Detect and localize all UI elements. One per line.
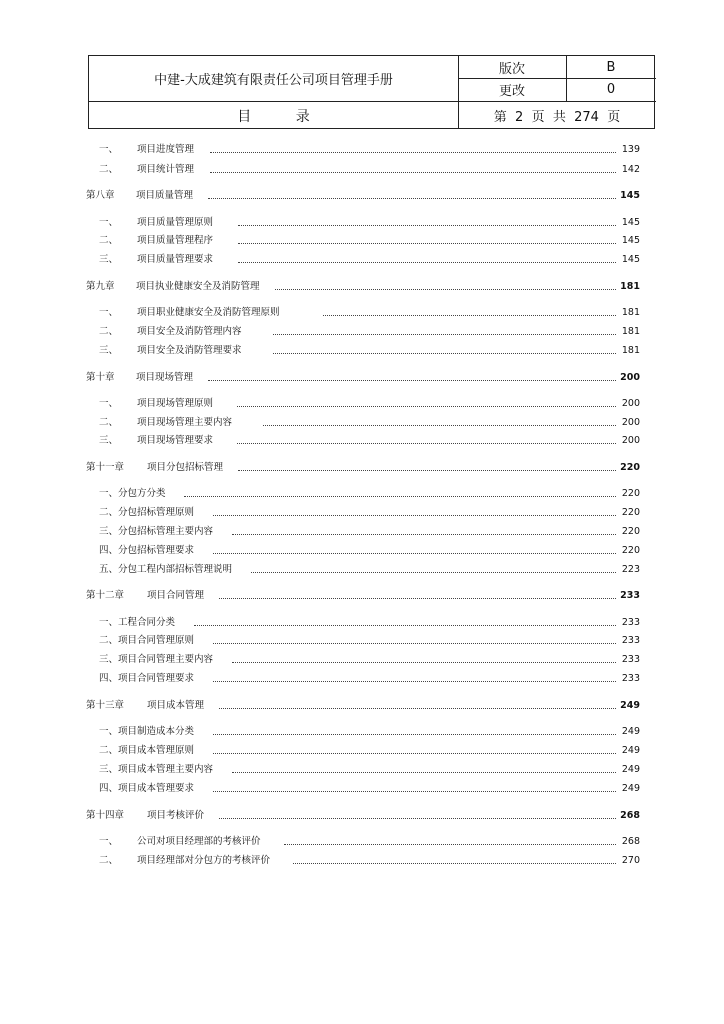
toc-entry-page: 233 <box>621 673 640 684</box>
toc-entry-title: 项目进度管理 <box>137 144 195 155</box>
toc-entry-title: 项目经理部对分包方的考核评价 <box>137 855 271 866</box>
toc-entry-title: 项目现场管理 <box>136 372 194 383</box>
toc-leader-dots <box>219 598 616 599</box>
toc-leader-dots <box>232 534 616 535</box>
toc-entry-title: 项目质量管理程序 <box>137 235 214 246</box>
toc-chapter-entry <box>0 589 724 603</box>
toc-entry-title: 项目制造成本分类 <box>118 726 195 737</box>
toc-section-entry <box>0 216 724 230</box>
toc-entry-title: 项目成本管理原则 <box>118 745 195 756</box>
toc-entry-title: 项目现场管理要求 <box>137 435 214 446</box>
toc-entry-page: 268 <box>620 810 640 821</box>
toc-entry-number: 一、 <box>99 617 119 628</box>
toc-chapter-entry <box>0 809 724 823</box>
toc-section-entry <box>0 782 724 796</box>
toc-entry-title: 项目成本管理主要内容 <box>118 764 214 775</box>
toc-entry-number: 一、 <box>99 836 119 847</box>
toc-leader-dots <box>238 225 616 226</box>
toc-leader-dots <box>219 818 616 819</box>
toc-leader-dots <box>232 662 616 663</box>
toc-entry-title: 项目考核评价 <box>147 810 205 821</box>
toc-entry-page: 145 <box>620 190 640 201</box>
toc-entry-page: 233 <box>621 635 640 646</box>
toc-entry-number: 三、 <box>99 764 119 775</box>
toc-entry-number: 四、 <box>99 545 119 556</box>
toc-entry-page: 139 <box>621 144 640 155</box>
toc-section-entry <box>0 525 724 539</box>
toc-section-entry <box>0 143 724 157</box>
toc-entry-title: 项目质量管理原则 <box>137 217 214 228</box>
toc-entry-page: 145 <box>621 217 640 228</box>
toc-entry-title: 项目职业健康安全及消防管理原则 <box>137 307 280 318</box>
toc-section-entry <box>0 506 724 520</box>
toc-entry-number: 一、 <box>99 307 119 318</box>
toc-entry-page: 249 <box>621 745 640 756</box>
toc-entry-title: 项目合同管理主要内容 <box>118 654 214 665</box>
company-title: 中建-大成建筑有限责任公司项目管理手册 <box>154 73 393 88</box>
toc-section-entry <box>0 563 724 577</box>
toc-chapter-entry <box>0 371 724 385</box>
toc-leader-dots <box>213 643 616 644</box>
toc-entry-number: 第十一章 <box>86 462 125 473</box>
toc-entry-number: 三、 <box>99 254 119 265</box>
toc-entry-number: 四、 <box>99 783 119 794</box>
toc-entry-number: 第九章 <box>86 281 115 292</box>
toc-entry-title: 分包方分类 <box>118 488 166 499</box>
toc-entry-number: 一、 <box>99 398 119 409</box>
toc-entry-page: 249 <box>621 726 640 737</box>
toc-entry-page: 142 <box>621 164 640 175</box>
toc-leader-dots <box>213 553 616 554</box>
toc-entry-number: 一、 <box>99 488 119 499</box>
toc-leader-dots <box>238 243 616 244</box>
toc-entry-title: 项目安全及消防管理内容 <box>137 326 242 337</box>
toc-entry-number: 二、 <box>99 164 119 175</box>
toc-entry-title: 分包工程内部招标管理说明 <box>118 564 233 575</box>
toc-entry-page: 249 <box>621 783 640 794</box>
toc-section-entry <box>0 835 724 849</box>
toc-leader-dots <box>273 353 616 354</box>
toc-leader-dots <box>275 289 616 290</box>
toc-leader-dots <box>293 863 616 864</box>
toc-entry-number: 第十三章 <box>86 700 125 711</box>
toc-section-entry <box>0 306 724 320</box>
toc-section-entry <box>0 854 724 868</box>
toc-entry-title: 项目统计管理 <box>137 164 195 175</box>
toc-leader-dots <box>273 334 616 335</box>
toc-entry-page: 233 <box>620 590 640 601</box>
toc-entry-title: 分包招标管理要求 <box>118 545 195 556</box>
toc-leader-dots <box>194 625 616 626</box>
toc-entry-title: 项目成本管理要求 <box>118 783 195 794</box>
toc-section-entry <box>0 763 724 777</box>
toc-section-entry <box>0 397 724 411</box>
toc-entry-page: 145 <box>621 235 640 246</box>
toc-leader-dots <box>263 425 616 426</box>
version-value: B <box>606 59 616 75</box>
toc-chapter-entry <box>0 699 724 713</box>
toc-entry-page: 220 <box>621 507 640 518</box>
toc-section-entry <box>0 163 724 177</box>
toc-entry-page: 200 <box>621 435 640 446</box>
toc-leader-dots <box>208 198 616 199</box>
toc-entry-title: 项目分包招标管理 <box>147 462 224 473</box>
header-table <box>88 55 655 129</box>
toc-entry-number: 二、 <box>99 417 119 428</box>
toc-entry-page: 268 <box>621 836 640 847</box>
toc-entry-number: 二、 <box>99 745 119 756</box>
toc-leader-dots <box>184 496 616 497</box>
toc-section-entry <box>0 744 724 758</box>
toc-entry-title: 项目成本管理 <box>147 700 205 711</box>
toc-section-entry <box>0 672 724 686</box>
toc-entry-page: 181 <box>621 307 640 318</box>
toc-entry-page: 220 <box>621 488 640 499</box>
toc-title: 目 录 <box>237 108 310 125</box>
toc-section-entry <box>0 616 724 630</box>
toc-section-entry <box>0 544 724 558</box>
toc-entry-title: 项目现场管理原则 <box>137 398 214 409</box>
toc-entry-page: 220 <box>621 526 640 537</box>
toc-leader-dots <box>213 515 616 516</box>
toc-entry-number: 二、 <box>99 326 119 337</box>
toc-leader-dots <box>232 772 616 773</box>
toc-entry-page: 233 <box>621 617 640 628</box>
toc-entry-number: 二、 <box>99 507 119 518</box>
toc-entry-number: 三、 <box>99 654 119 665</box>
toc-entry-page: 223 <box>621 564 640 575</box>
toc-entry-title: 项目合同管理要求 <box>118 673 195 684</box>
toc-entry-page: 270 <box>621 855 640 866</box>
toc-entry-number: 第十章 <box>86 372 115 383</box>
toc-entry-page: 220 <box>620 462 640 473</box>
toc-leader-dots <box>213 753 616 754</box>
toc-entry-page: 233 <box>621 654 640 665</box>
toc-entry-title: 项目现场管理主要内容 <box>137 417 233 428</box>
version-label: 版次 <box>498 61 525 77</box>
toc-entry-title: 项目质量管理 <box>136 190 194 201</box>
toc-section-entry <box>0 487 724 501</box>
toc-entry-title: 项目执业健康安全及消防管理 <box>136 281 260 292</box>
toc-entry-title: 项目合同管理 <box>147 590 205 601</box>
toc-entry-title: 项目质量管理要求 <box>137 254 214 265</box>
revision-value: 0 <box>606 82 616 97</box>
toc-entry-page: 181 <box>621 326 640 337</box>
toc-entry-page: 249 <box>621 764 640 775</box>
toc-leader-dots <box>238 262 616 263</box>
toc-entry-title: 公司对项目经理部的考核评价 <box>137 836 261 847</box>
toc-entry-page: 200 <box>620 372 640 383</box>
toc-entry-title: 分包招标管理原则 <box>118 507 195 518</box>
toc-entry-page: 181 <box>620 281 640 292</box>
toc-entry-number: 五、 <box>99 564 119 575</box>
toc-section-entry <box>0 725 724 739</box>
toc-section-entry <box>0 253 724 267</box>
toc-entry-title: 项目安全及消防管理要求 <box>137 345 242 356</box>
toc-entry-number: 二、 <box>99 855 119 866</box>
toc-entry-number: 第十二章 <box>86 590 125 601</box>
toc-section-entry <box>0 416 724 430</box>
toc-leader-dots <box>219 708 616 709</box>
toc-leader-dots <box>238 470 616 471</box>
toc-section-entry <box>0 634 724 648</box>
revision-label: 更改 <box>498 84 525 99</box>
toc-entry-page: 200 <box>621 398 640 409</box>
toc-entry-number: 一、 <box>99 217 119 228</box>
toc-entry-title: 项目合同管理原则 <box>118 635 195 646</box>
toc-entry-number: 第十四章 <box>86 810 125 821</box>
toc-leader-dots <box>210 172 616 173</box>
toc-leader-dots <box>213 681 616 682</box>
toc-chapter-entry <box>0 280 724 294</box>
toc-entry-number: 三、 <box>99 526 119 537</box>
page-info: 第 2 页 共 274 页 <box>493 110 621 125</box>
toc-entry-page: 181 <box>621 345 640 356</box>
toc-section-entry <box>0 344 724 358</box>
toc-entry-title: 分包招标管理主要内容 <box>118 526 214 537</box>
toc-chapter-entry <box>0 461 724 475</box>
toc-leader-dots <box>237 443 616 444</box>
toc-entry-number: 三、 <box>99 435 119 446</box>
toc-leader-dots <box>323 315 616 316</box>
toc-entry-page: 200 <box>621 417 640 428</box>
toc-leader-dots <box>213 791 616 792</box>
toc-entry-number: 二、 <box>99 235 119 246</box>
toc-entry-number: 第八章 <box>86 190 115 201</box>
toc-entry-number: 二、 <box>99 635 119 646</box>
toc-leader-dots <box>251 572 616 573</box>
toc-entry-number: 一、 <box>99 144 119 155</box>
toc-leader-dots <box>208 380 616 381</box>
toc-entry-page: 220 <box>621 545 640 556</box>
toc-section-entry <box>0 434 724 448</box>
toc-entry-page: 249 <box>620 700 640 711</box>
toc-entry-title: 工程合同分类 <box>118 617 176 628</box>
toc-entry-number: 三、 <box>99 345 119 356</box>
toc-chapter-entry <box>0 189 724 203</box>
toc-leader-dots <box>284 844 616 845</box>
toc-leader-dots <box>210 152 616 153</box>
toc-leader-dots <box>213 734 616 735</box>
toc-entry-number: 四、 <box>99 673 119 684</box>
toc-entry-number: 一、 <box>99 726 119 737</box>
toc-leader-dots <box>237 406 616 407</box>
toc-section-entry <box>0 234 724 248</box>
toc-section-entry <box>0 325 724 339</box>
toc-entry-page: 145 <box>621 254 640 265</box>
toc-section-entry <box>0 653 724 667</box>
